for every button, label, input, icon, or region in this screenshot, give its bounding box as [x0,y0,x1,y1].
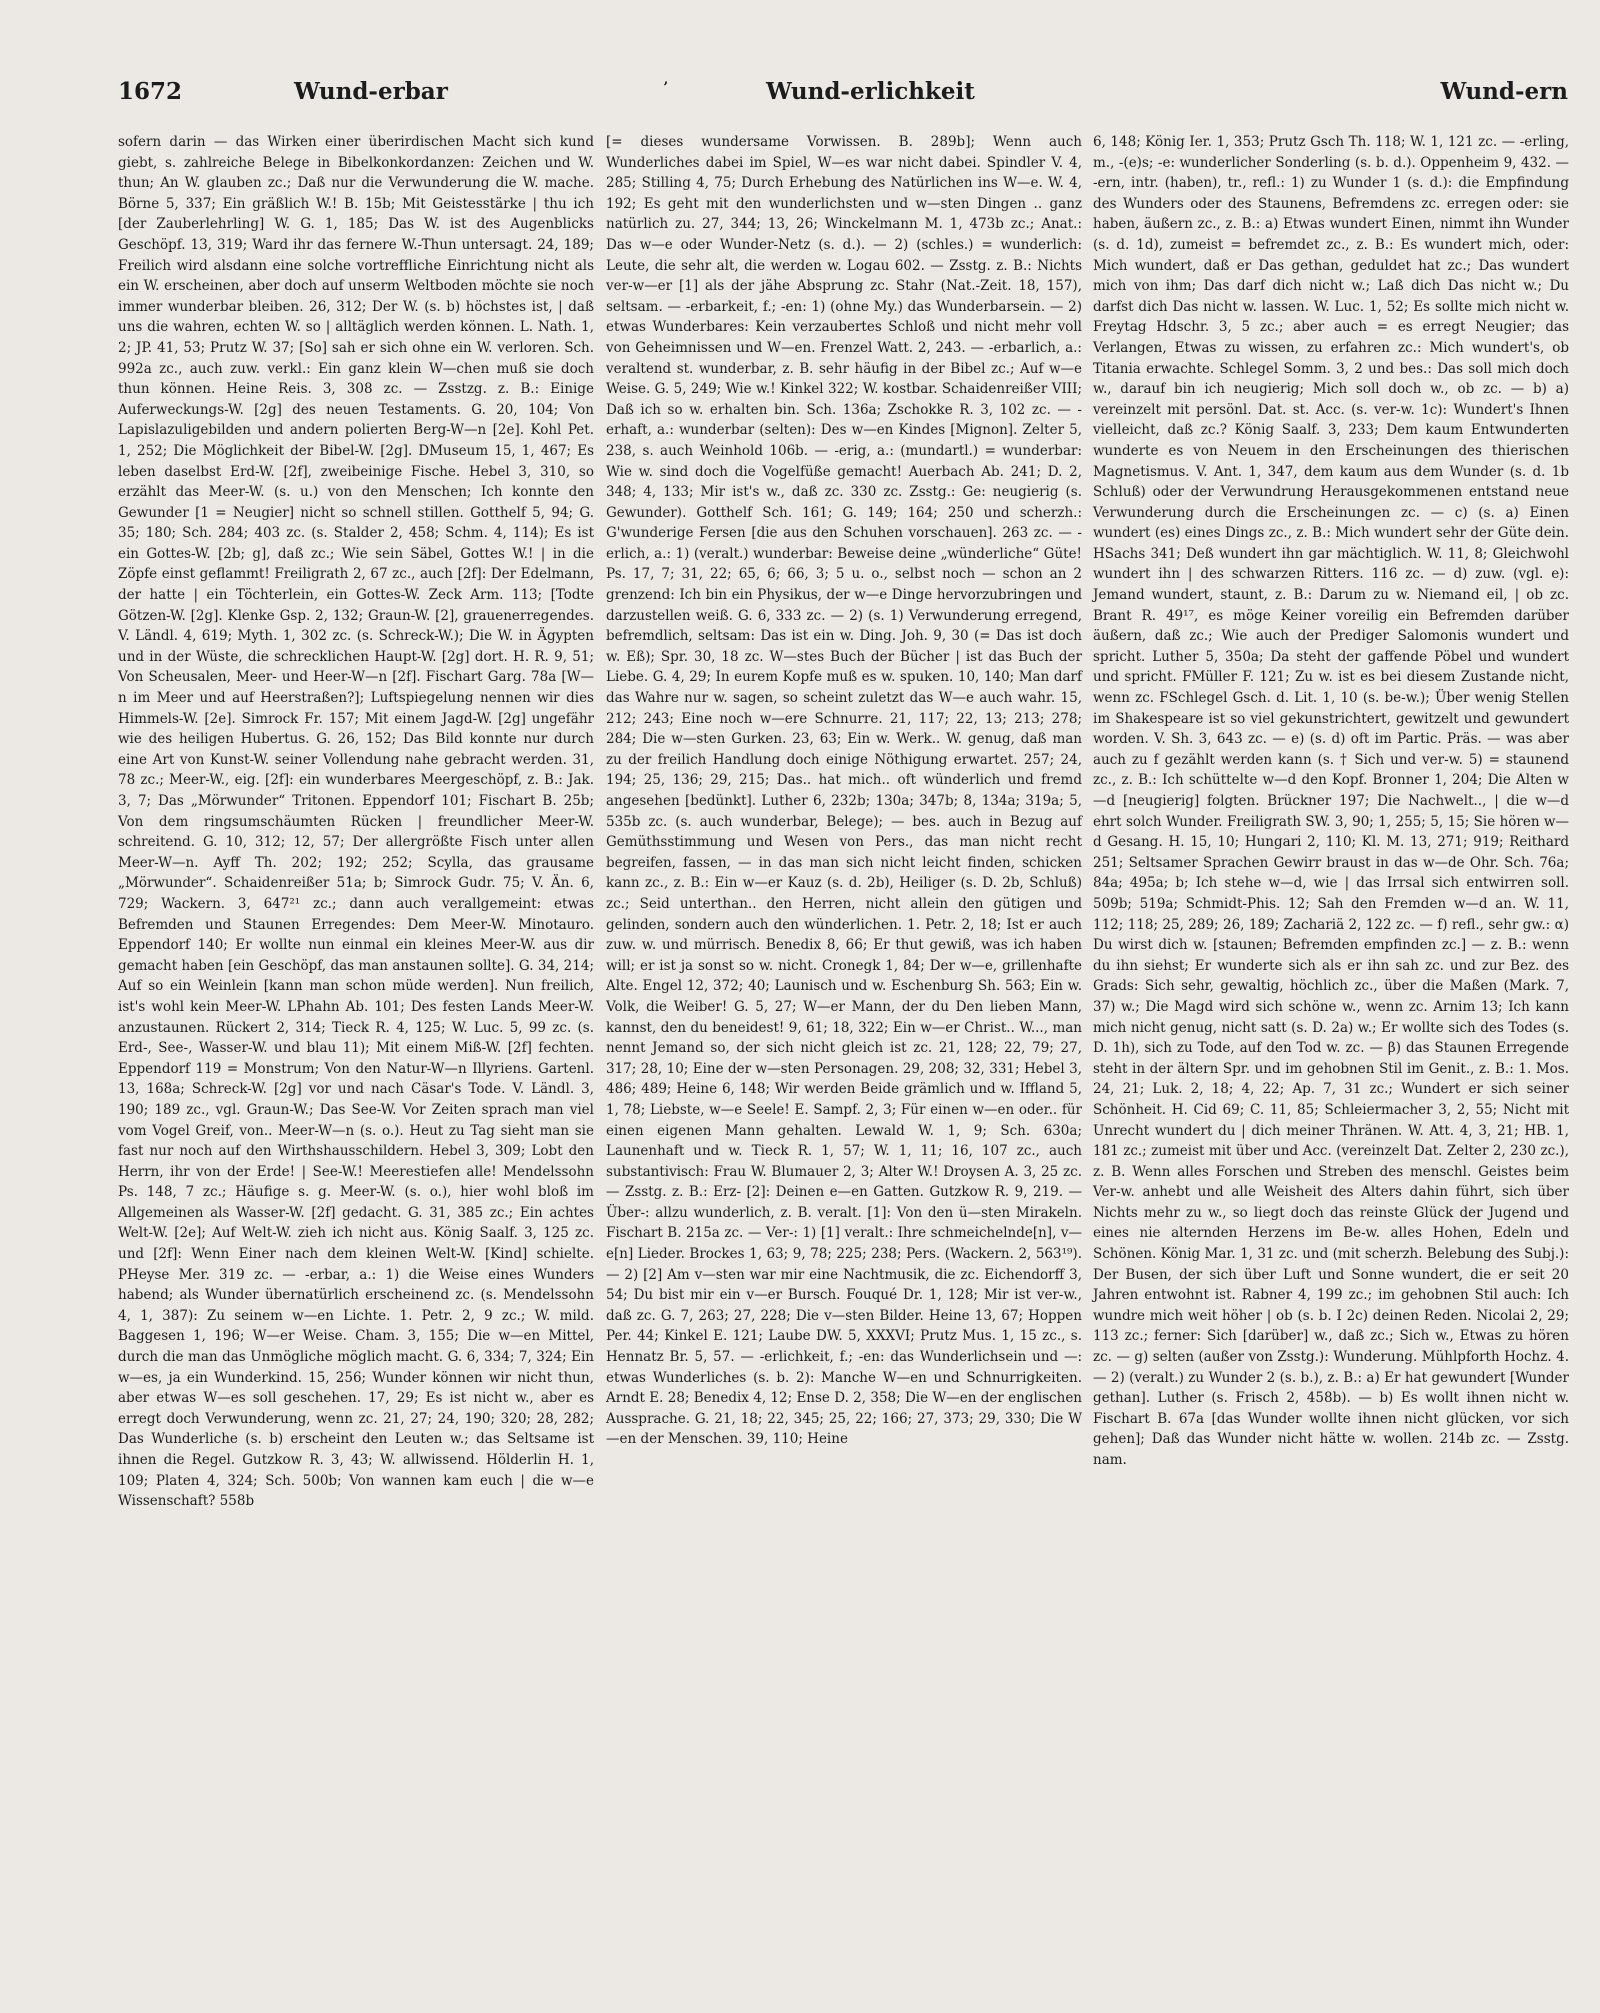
column-text: [= dieses wundersame Vorwissen. B. 289b]; Wenn auch Wunderliches dabei im Spiel, W—es war nicht dabei. Spindler V. 4, 285; Stilling 4, 75; Durch Erhebung des Natürlichen ins W—e. W. 4, 192; Es geht mit den wunderlichsten und w—sten Dingen .. ganz natürlich zu. 27, 344; 13, 26; Winckelmann M. 1, 473b zc.; Anat.: Das w—e oder Wunder-Netz (s. d.). — 2) (schles.) = wunderlich: Leute, die sehr alt, die werden w. Logau 602. — Zsstg. z. B.: Nichts ver-w—er [1] als der jähe Absprung zc. Stahr (Nat.-Zeit. 18, 157), seltsam. — -erbarkeit, f.; -en: 1) (ohne My.) das Wunderbarsein. — 2) etwas Wunderbares: Kein verzaubertes Schloß und nicht mehr voll von Geheimnissen und W—en. Frenzel Watt. 2, 243. — -erbarlich, a.: veraltend st. wunderbar, z. B. sehr häufig in der Bibel zc.; Auf w—e Weise. G. 5, 249; Wie w.! Kinkel 322; W. kostbar. Schaidenreißer VIII; Daß ich so w. erhalten bin. Sch. 136a; Zschokke R. 3, 102 zc. — -erhaft, a.: wunderbar (selten): Des w—en Kindes [Mignon]. Zelter 5, 238, s. auch Weinhold 106b. — -erig, a.: (mundartl.) = wunderbar: Wie w. sind doch die Vogelfüße gemacht! Auerbach Ab. 241; D. 2, 348; 4, 133; Mir ist's w., daß zc. 330 zc. Zsstg.: Ge: neugierig (s. Gewunder). Gotthelf Sch. 161; G. 149; 164; 250 und scherzh.: G'wunderige Fersen [die aus den Schuhen vorschauen]. 263 zc. — -erlich, a.: 1) (veralt.) wunderbar: Beweise deine „wünderliche“ Güte! Ps. 17, 7; 31, 22; 65, 6; 66, 3; 5 u. o., selbst noch — schon an 2 grenzend: Ich bin ein Physikus, der w—e Dinge hervorzubringen und darzustellen weiß. G. 6, 333 zc. — 2) (s. 1) Verwunderung erregend, befremdlich, seltsam: Das ist ein w. Ding. Joh. 9, 30 (= Das ist doch w. Eß); Spr. 30, 18 zc. W—stes Buch der Bücher | ist das Buch der Liebe. G. 4, 29; In eurem Kopfe muß es w. spuken. 10, 140; Man darf das Wahre nur w. sagen, so scheint zuletzt das W—e auch wahr. 15, 212; 243; Eine noch w—ere Schnurre. 21, 117; 22, 13; 213; 278; 284; Die w—sten Gurken. 23, 63; Ein w. Werk.. W. genug, daß man zu der freilich Handlung doch einige Nöthigung erwartet. 257; 24, 194; 25, 136; 29, 215; Das.. hat mich.. oft wünderlich und fremd angesehen [bedünkt]. Luther 6, 232b; 130a; 347b; 8, 134a; 319a; 5, 535b zc. (s. auch wunderbar, Belege); — bes. auch in Bezug auf Gemüthsstimmung und Wesen von Pers., das man nicht recht begreifen, fassen, — in das man sich nicht leicht finden, schicken kann zc., z. B.: Ein w—er Kauz (s. d. 2b), Heiliger (s. D. 2b, Schluß) zc.; Seid unterthan.. den Herren, nicht allein den gütigen und gelinden, sondern auch den wünderlichen. 1. Petr. 2, 18; Ist er auch zuw. w. und mürrisch. Benedix 8, 66; Er thut gewiß, was ich haben will; er ist ja sonst so w. nicht. Cronegk 1, 84; Der w—e, grillenhafte Alte. Engel 12, 372; 40; Launisch und w. Eschenburg Sh. 563; Ein w. Volk, die Weiber! G. 5, 27; W—er Mann, der du Den lieben Mann, kannst, den du beneidest! 9, 61; 18, 322; Ein w—er Christ.. W..., man nennt Jemand so, der sich nicht gleich ist zc. 21, 128; 22, 79; 27, 317; 28, 10; Eine der w—sten Personagen. 29, 208; 32, 331; Hebel 3, 486; 489; Heine 6, 148; Wir werden Beide grämlich und w. Iffland 5, 1, 78; Liebste, w—e Seele! E. Sampf. 2, 3; Für einen w—en oder.. für einen eigenen Mann gehalten. Lewald W. 1, 9; Sch. 630a; Launenhaft und w. Tieck R. 1, 57; W. 1, 11; 16, 107 zc., auch substantivisch: Frau W. Blumauer 2, 3; Alter W.! Droysen A. 3, 25 zc. — Zsstg. z. B.: Erz- [2]: Deinen e—en Gatten. Gutzkow R. 9, 219. — Über-: allzu wunderlich, z. B. veralt. [1]: Von den ü—sten Mirakeln. Fischart B. 215a zc. — Ver-: 1) [1] veralt.: Ihre schmeichelnde[n], v—e[n] Lieder. Brockes 1, 63; 9, 78; 225; 238; Pers. (Wackern. 2, 563¹⁹). — 2) [2] Am v—sten war mir eine Nachtmusik, die zc. Eichendorff 3, 54; Du bist mir ein v—er Bursch. Fouqué Dr. 1, 128; Mir ist ver-w., daß zc. G. 7, 263; 27, 228; Die v—sten Bilder. Heine 13, 67; Hoppen Per. 44; Kinkel E. 121; Laube DW. 5, XXXVI; Prutz Mus. 1, 15 zc., s. Hennatz Br. 5, 57. — -erlichkeit, f.; -en: das Wunderlichsein und —: etwas Wunderliches (s. b. 2): Manche W—en und Schnurrigkeiten. Arndt E. 28; Benedix 4, 12; Ense D. 2, 358; Die W—en der englischen Aussprache. G. 21, 18; 22, 345; 25, 22; 166; 27, 373; 29, 330; Die W—en der Menschen. 39, 110; Heine [606,134,1082,1448]
text-column-middle [606,132,1082,1450]
page-number: 1672 [118,78,183,105]
running-head-right: Wund-ern [1440,78,1568,105]
running-head-left: Wund-erbar [294,78,448,105]
text-column-left [118,132,594,1512]
header-mark: ʼ [663,80,668,96]
text-column-right [1093,132,1569,1471]
column-text: 6, 148; König Ier. 1, 353; Prutz Gsch Th. 118; W. 1, 121 zc. — -erling, m., -(e)s; -e: wunderlicher Sonderling (s. b. d.). Oppenheim 9, 432. — -ern, intr. (haben), tr., refl.: 1) zu Wunder 1 (s. d.): die Empfindung des Wunders oder des Staunens, Befremdens zc. erregen oder: sie haben, äußern zc., z. B.: a) Etwas wundert Einen, nimmt ihn Wunder (s. d. 1d), zumeist = befremdet zc., z. B.: Es wundert mich, oder: Mich wundert, daß er Das gethan, geduldet hat zc.; Das wundert mich von ihm; Das darf dich nicht w.; Laß dich Das nicht w.; Du darfst dich Das nicht w. lassen. W. Luc. 1, 52; Es sollte mich nicht w. Freytag Hdschr. 3, 5 zc.; aber auch = es erregt Neugier; das Verlangen, Etwas zu wissen, zu erfahren zc.: Mich wundert's, ob Titania erwachte. Schlegel Somm. 3, 2 und bes.: Das soll mich doch w., darauf bin ich neugierig; Mich soll doch w., ob zc. — b) a) vereinzelt mit persönl. Dat. st. Acc. (s. ver-w. 1c): Wundert's Ihnen vielleicht, daß zc.? König Saalf. 3, 233; Dem kaum Entwunderten wunderte es von Neuem in den Erscheinungen des thierischen Magnetismus. V. Ant. 1, 347, dem kaum aus dem Wunder (s. d. 1b Schluß) oder der Verwundrung Herausgekommenen entstand neue Verwunderung durch die Erscheinungen zc. — c) (s. a) Einen wundert (es) eines Dings zc., z. B.: Mich wundert sehr der Güte dein. HSachs 341; Deß wundert ihn gar mächtiglich. W. 11, 8; Gleichwohl wundert ihn | des schwarzen Ritters. 116 zc. — d) zuw. (vgl. e): Jemand wundert, staunt, z. B.: Darum zu w. Niemand eil, | ob zc. Brant R. 49¹⁷, es möge Keiner voreilig ein Befremden darüber äußern, daß zc.; Wie auch der Prediger Salomonis wundert und spricht. Luther 5, 350a; Da steht der gaffende Pöbel und wundert und spricht. FMüller F. 121; Zu w. ist es bei diesem Zustande nicht, wenn zc. FSchlegel Gsch. d. Lit. 1, 10 (s. be-w.); Über wenig Stellen im Shakespeare ist so viel gekunstrichtert, gewitzelt und gewundert worden. V. Sh. 3, 643 zc. — e) (s. d) oft im Partic. Präs. — was aber auch zu f gezählt werden kann (s. † Sich und ver-w. 5) = staunend zc., z. B.: Ich schüttelte w—d den Kopf. Bronner 1, 204; Die Alten w—d [neugierig] folgten. Brückner 197; Die Nachwelt.., | die w—d ehrt solch Wunder. Freiligrath SW. 3, 90; 1, 255; 5, 15; Sie hören w—d Gesang. H. 15, 10; Hungari 2, 110; Kl. M. 13, 271; 919; Reithard 251; Seltsamer Sprachen Gewirr braust in das w—de Ohr. Sch. 76a; 84a; 495a; b; Ich stehe w—d, wie | das Irrsal sich entwirren soll. 509b; 519a; Schmidt-Phis. 12; Sah den Fremden w—d an. W. 11, 112; 118; 25, 289; 26, 189; Zachariä 2, 122 zc. — f) refl., sehr gw.: α) Du wirst dich w. [staunen; Befremden empfinden zc.] — z. B.: wenn du ihn siehst; Er wunderte sich als er ihn sah zc. und zur Bez. des Grads: Sich sehr, gewaltig, höchlich zc., über die Maßen (Mark. 7, 37) w.; Die Magd wird sich schöne w., wenn zc. Arnim 13; Ich kann mich nicht genug, nicht satt (s. D. 2a) w.; Er wollte sich des Todes (s. D. 1h), sich zu Tode, auf den Tod w. zc. — β) das Staunen Erregende steht in der ältern Spr. und im gehobnen Stil im Genit., z. B.: 1. Mos. 24, 21; Luk. 2, 18; 4, 22; Ap. 7, 31 zc.; Wundert er sich seiner Schönheit. H. Cid 69; C. 11, 85; Schleiermacher 3, 2, 55; Nicht mit Unrecht wundert du | dich meiner Thränen. W. Att. 4, 3, 21; HB. 1, 181 zc.; zumeist mit über und Acc. (vereinzelt Dat. Zelter 2, 230 zc.), z. B. Wenn alles Forschen und Streben des menschl. Geistes beim Ver-w. anhebt und alle Weisheit des Alters dahin führt, sich über Nichts mehr zu w., so liegt doch das reinste Glück der Jugend und eines nie alternden Herzens im Be-w. alles Hohen, Edeln und Schönen. König Mar. 1, 31 zc. und (mit scherzh. Belebung des Subj.): Der Busen, der sich über Luft und Sonne wundert, die er seit 20 Jahren entwohnt ist. Rabner 4, 199 zc.; im gehobnen Stil auch: Ich wundre mich weit höher | ob (s. b. I 2c) deinen Reden. Nicolai 2, 29; 113 zc.; ferner: Sich [darüber] w., daß zc.; Sich w., Etwas zu hören zc. — g) selten (außer von Zsstg.): Wunderung. Mühlpforth Hochz. 4. — 2) (veralt.) zu Wunder 2 (s. b.), z. B.: a) Er hat gewundert [Wunder gethan]. Luther (s. Frisch 2, 458b). — b) Es wollt ihnen nicht w. Fischart B. 67a [das Wunder wollte ihnen nicht glücken, vor sich gehen]; Daß das Wunder nicht hätte w. wollen. 214b zc. — Zsstg. nam. [1093,134,1569,1468]
page-header [118,78,1568,118]
running-head-center: Wund-erlichkeit [766,78,975,105]
column-text: sofern darin — das Wirken einer überirdischen Macht sich kund giebt, s. zahlreiche Belege in Bibelkonkordanzen: Zeichen und W. thun; An W. glauben zc.; Daß nur die Verwunderung die W. mache. Börne 5, 337; Ein gräßlich W.! B. 15b; Mit Geistesstärke | thu ich [der Zauberlehrling] W. G. 1, 185; Das W. ist des Augenblicks Geschöpf. 13, 319; Ward ihr das fernere W.-Thun untersagt. 24, 189; Freilich wird alsdann eine solche vortreffliche Einrichtung nicht als ein W. erscheinen, aber doch auf unserm Weltboden möchte sie noch immer wunderbar bleiben. 26, 312; Der W. (s. b) höchstes ist, | daß uns die wahren, echten W. so | alltäglich werden können. L. Nath. 1, 2; JP. 41, 53; Prutz W. 37; [So] sah er sich ohne ein W. verloren. Sch. 992a zc., auch zuw. verkl.: Ein ganz klein W—chen muß sie doch thun können. Heine Reis. 3, 308 zc. — Zsstzg. z. B.: Einige Auferweckungs-W. [2g] des neuen Testaments. G. 20, 104; Von Lapislazuligebilden und andern polierten Berg-W—n [2e]. Kohl Pet. 1, 252; Die Möglichkeit der Bibel-W. [2g]. DMuseum 15, 1, 467; Es leben daselbst Erd-W. [2f], zweibeinige Fische. Hebel 3, 310, so erzählt das Meer-W. (s. u.) von den Menschen; Ich konnte den Gewunder [1 = Neugier] nicht so schnell stillen. Gotthelf 5, 94; G. 35; 180; Sch. 284; 403 zc. (s. Stalder 2, 458; Schm. 4, 114); Es ist ein Gottes-W. [2b; g], daß zc.; Wie sein Säbel, Gottes W.! | in die Zöpfe einst geflammt! Freiligrath 2, 67 zc., auch [2f]: Der Edelmann, der hatte | ein Töchterlein, ein Gottes-W. Zeck Arm. 113; [Todte Götzen-W. [2g]. Klenke Gsp. 2, 132; Graun-W. [2], grauenerregendes. V. Ländl. 4, 619; Myth. 1, 302 zc. (s. Schreck-W.); Die W. in Ägypten und in der Wüste, die schrecklichen Haupt-W. [2g] dort. H. R. 9, 51; Von Scheusalen, Meer- und Heer-W—n [2f]. Fischart Garg. 78a [W—n im Meer und auf Heerstraßen?]; Luftspiegelung nennen wir dies Himmels-W. [2e]. Simrock Fr. 157; Mit einem Jagd-W. [2g] ungefähr wie des heiligen Hubertus. G. 26, 152; Das Bild konnte nur durch eine Art von Kunst-W. seiner Vollendung nahe gebracht werden. 31, 78 zc.; Meer-W., eig. [2f]: ein wunderbares Meergeschöpf, z. B.: Jak. 3, 7; Das „Mörwunder“ Tritonen. Eppendorf 101; Fischart B. 25b; Von dem ringsumschäumten Rücken | freundlicher Meer-W. schreitend. G. 10, 312; 12, 57; Der allergrößte Fisch unter allen Meer-W—n. Ayff Th. 202; 192; 252; Scylla, das grausame „Mörwunder“. Schaidenreißer 51a; b; Simrock Gudr. 75; V. Än. 6, 729; Wackern. 3, 647²¹ zc.; dann auch verallgemeint: etwas Befremden und Staunen Erregendes: Dem Meer-W. Minotauro. Eppendorf 140; Er wollte nun einmal ein kleines Meer-W. aus dir gemacht haben [ein Geschöpf, das man anstaunen sollte]. G. 34, 214; Auf so ein Weinlein [kann man schon müde werden]. Nun freilich, ist's wohl kein Meer-W. LPhahn Ab. 101; Des festen Lands Meer-W. anzustaunen. Rückert 2, 314; Tieck R. 4, 125; W. Luc. 5, 99 zc. (s. Erd-, See-, Wasser-W. und blau 11); Mit einem Miß-W. [2f] fechten. Eppendorf 119 = Monstrum; Von den Natur-W—n Illyriens. Gartenl. 13, 168a; Schreck-W. [2g] vor und nach Cäsar's Tode. V. Ländl. 3, 190; 189 zc., vgl. Graun-W.; Das See-W. Vor Zeiten sprach man viel vom Vogel Greif, von.. Meer-W—n (s. o.). Heut zu Tag sieht man sie fast nur noch auf den Wirthshausschildern. Hebel 3, 309; Lobt den Herrn, ihr von der Erde! | See-W.! Meerestiefen alle! Mendelssohn Ps. 148, 7 zc.; Häufige s. g. Meer-W. (s. o.), hier wohl bloß im Allgemeinen als Wasser-W. [2f] gedacht. G. 31, 385 zc.; Ein achtes Welt-W. [2e]; Auf Welt-W. zieh ich nicht aus. König Saalf. 3, 125 zc. und [2f]: Wenn Einer nach dem kleinen Welt-W. [Kind] schielte. PHeyse Mer. 319 zc. — -erbar, a.: 1) die Weise eines Wunders habend; als Wunder übernatürlich erscheinend zc. (s. Mendelssohn 4, 1, 387): Zu seinem w—en Lichte. 1. Petr. 2, 9 zc.; W. mild. Baggesen 1, 196; W—er Weise. Cham. 3, 155; Die w—en Mittel, durch die man das Unmögliche möglich macht. G. 6, 334; 7, 324; Ein w—es, ja ein Wunderkind. 15, 256; Wunder können wir nicht thun, aber etwas W—es soll geschehen. 17, 29; Es ist nicht w., aber es erregt doch Verwunderung, wenn zc. 21, 27; 24, 190; 320; 28, 282; Das Wunderliche (s. b) erscheint den Leuten w.; das Seltsame ist ihnen die Regel. Gutzkow R. 3, 43; W. allwissend. Hölderlin H. 1, 109; Platen 4, 324; Sch. 500b; Von wannen kam euch | die w—e Wissenschaft? 558b [118,134,594,1510]
